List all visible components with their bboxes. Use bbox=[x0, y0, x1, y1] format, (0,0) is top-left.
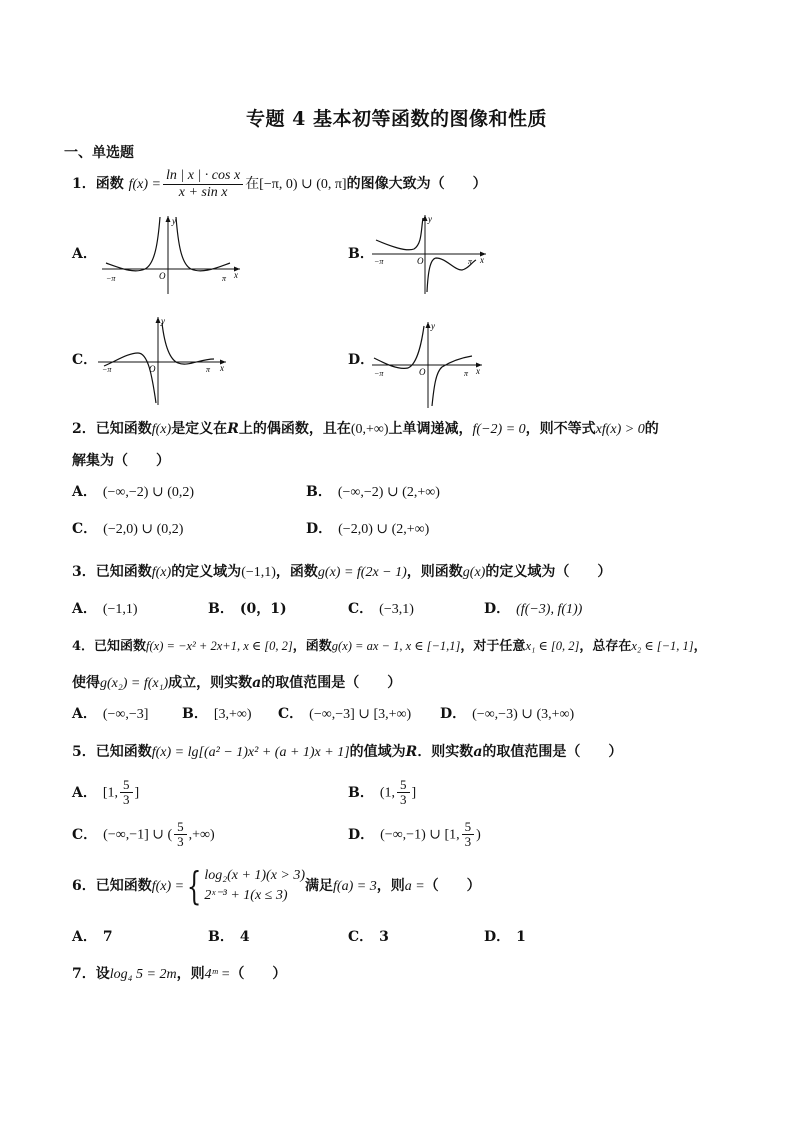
q1-a-origin: O bbox=[159, 271, 166, 281]
q5-option-a[interactable]: A． [1, $\frac{5}{3}$ ] bbox=[72, 777, 140, 807]
svg-text:−π: −π bbox=[374, 369, 384, 378]
q1-option-b-graph[interactable] bbox=[370, 212, 490, 297]
q1-option-c-graph[interactable] bbox=[96, 315, 231, 407]
page-title: 专题 4 基本初等函数的图像和性质 bbox=[246, 108, 547, 130]
q3-option-b[interactable]: B． (0，1) bbox=[208, 601, 287, 617]
q6-option-d[interactable]: D． 1 bbox=[484, 929, 526, 945]
q2-option-c[interactable]: C． (−2,0) ∪ (0,2) bbox=[72, 521, 184, 537]
svg-text:π: π bbox=[468, 257, 473, 266]
q4-option-b[interactable]: B． [3,+∞) bbox=[182, 706, 252, 722]
q1-a-y: y bbox=[172, 216, 176, 226]
svg-text:y: y bbox=[161, 316, 165, 326]
q2-option-b[interactable]: B． (−∞,−2) ∪ (2,+∞) bbox=[306, 484, 440, 500]
svg-text:π: π bbox=[206, 365, 211, 374]
svg-text:O: O bbox=[149, 364, 156, 374]
svg-text:O: O bbox=[419, 367, 426, 377]
question-6: 6．已知函数f(x) ={ log₂(x + 1)(x > 3) 2ˣ⁻³ + 1(x ≤ 3) 满足f(a) = 3，则a =（ ） bbox=[72, 864, 481, 908]
svg-text:π: π bbox=[464, 369, 469, 378]
svg-text:O: O bbox=[417, 256, 424, 266]
q1-option-d-graph[interactable] bbox=[370, 320, 485, 410]
q1-a-neg-pi: −π bbox=[106, 274, 116, 283]
question-1: 1．函数 f(x) = $\frac{\text{ln | x | · cos x}}{\text{x + sin x}}$ 在[−π, 0) ∪ (0, π]的图像大致为（ ） bbox=[72, 167, 487, 200]
svg-text:x: x bbox=[480, 255, 484, 265]
q3-option-d[interactable]: D． (f(−3), f(1)) bbox=[484, 601, 583, 617]
question-4-line2: 使得g(x₂) = f(x₁)成立，则实数a的取值范围是（ ） bbox=[72, 675, 402, 691]
question-4: 4．已知函数f(x) = −x² + 2x+1, x ∈ [0, 2]，函数g(x) = ax − 1, x ∈ [−1,1]，对于任意x₁ ∈ [0, 2]，总存在x₂ ∈ [−1, 1]， bbox=[72, 639, 707, 654]
q1-option-b-label[interactable]: B． bbox=[348, 246, 374, 262]
svg-text:−π: −π bbox=[102, 365, 112, 374]
q1-option-a-label[interactable]: A． bbox=[72, 246, 97, 262]
q1-option-a-graph[interactable] bbox=[100, 212, 245, 297]
q5-option-c[interactable]: C． (−∞,−1] ∪ ( $\frac{5}{3}$ ,+∞) bbox=[72, 819, 215, 849]
q3-option-c[interactable]: C． (−3,1) bbox=[348, 601, 414, 617]
svg-text:x: x bbox=[476, 366, 480, 376]
q1-fraction: $\frac{\text{ln | x | · cos x}}{\text{x + sin x}}$ bbox=[163, 168, 243, 201]
q1-option-c-label[interactable]: C． bbox=[72, 352, 98, 368]
q1-a-x: x bbox=[234, 270, 238, 280]
section-heading: 一、单选题 bbox=[64, 145, 134, 161]
question-5: 5．已知函数f(x) = lg[(a² − 1)x² + (a + 1)x + 1]的值域为R．则实数a的取值范围是（ ） bbox=[72, 744, 623, 760]
q4-option-a[interactable]: A． (−∞,−3] bbox=[72, 706, 149, 722]
q6-piecewise: log₂(x + 1)(x > 3) 2ˣ⁻³ + 1(x ≤ 3) bbox=[204, 868, 306, 903]
q1-option-d-label[interactable]: D． bbox=[348, 352, 375, 368]
svg-text:y: y bbox=[428, 214, 432, 224]
question-3: 3．已知函数f(x)的定义域为(−1,1)，函数g(x) = f(2x − 1)，则函数g(x)的定义域为（ ） bbox=[72, 564, 612, 580]
question-7: 7．设log₄ 5 = 2m，则4ᵐ =（ ） bbox=[72, 966, 287, 982]
q4-option-d[interactable]: D． (−∞,−3) ∪ (3,+∞) bbox=[440, 706, 575, 722]
q4-option-c[interactable]: C． (−∞,−3] ∪ [3,+∞) bbox=[278, 706, 412, 722]
q2-option-d[interactable]: D． (−2,0) ∪ (2,+∞) bbox=[306, 521, 430, 537]
svg-text:x: x bbox=[220, 363, 224, 373]
svg-text:y: y bbox=[431, 321, 435, 331]
q5-option-b[interactable]: B． (1, $\frac{5}{3}$ ] bbox=[348, 777, 417, 807]
question-2-line2: 解集为（ ） bbox=[72, 453, 170, 469]
q1-a-pi: π bbox=[222, 274, 227, 283]
svg-text:−π: −π bbox=[374, 257, 384, 266]
q1-number: 1． bbox=[72, 176, 96, 192]
q3-option-a[interactable]: A． (−1,1) bbox=[72, 601, 138, 617]
question-2: 2．已知函数f(x)是定义在R上的偶函数，且在(0,+∞)上单调递减，f(−2) = 0，则不等式xf(x) > 0的 bbox=[72, 421, 659, 437]
q6-option-c[interactable]: C． 3 bbox=[348, 929, 389, 945]
q6-option-b[interactable]: B． 4 bbox=[208, 929, 250, 945]
q6-option-a[interactable]: A． 7 bbox=[72, 929, 113, 945]
q2-option-a[interactable]: A． (−∞,−2) ∪ (0,2) bbox=[72, 484, 195, 500]
q5-option-d[interactable]: D． (−∞,−1) ∪ [1, $\frac{5}{3}$ ) bbox=[348, 819, 481, 849]
